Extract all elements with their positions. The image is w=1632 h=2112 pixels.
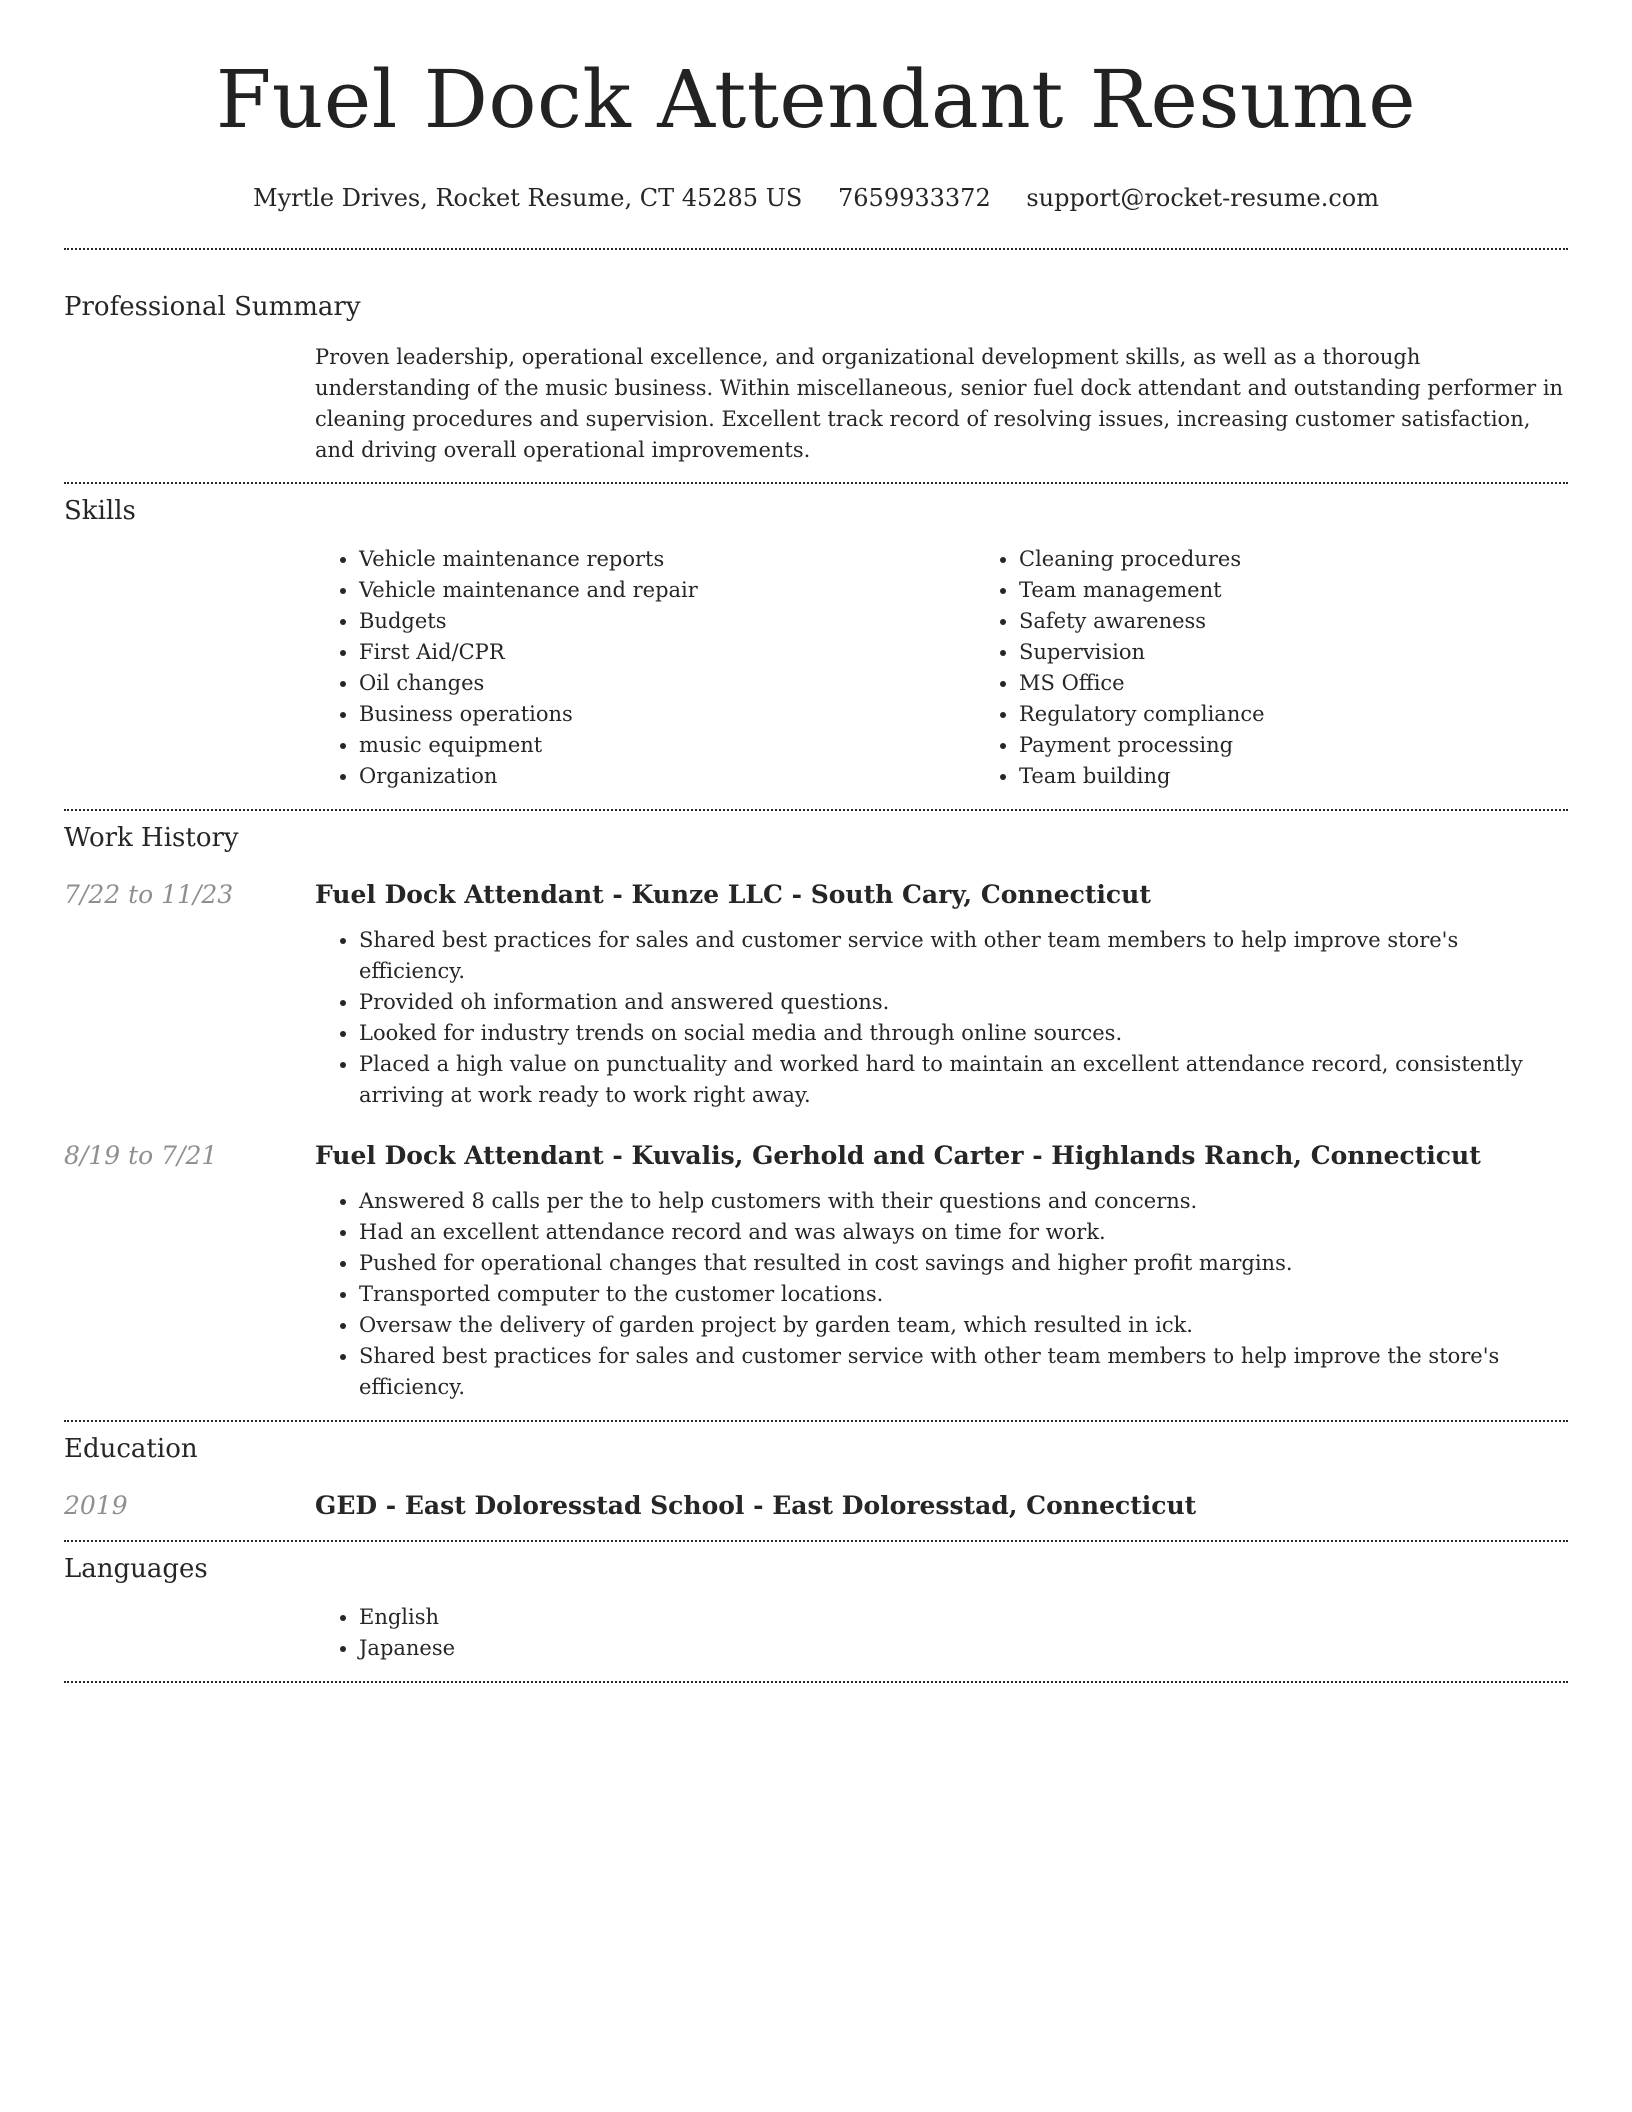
skill-item: • Team management [1019,575,1632,606]
skill-item: • Cleaning procedures [1019,544,1632,575]
job-bullet: • Answered 8 calls per the to help customers with their questions and concerns. [359,1186,1568,1217]
job-dates: 7/22 to 11/23 [64,880,234,909]
skills-spacer [64,544,315,792]
skill-item: • Team building [1019,761,1632,792]
job-bullets [315,1186,1568,1403]
resume-title: Fuel Dock Attendant Resume [215,53,1417,146]
work-section [64,811,1568,1403]
education-year: 2019 [64,1491,128,1520]
languages-section [64,1542,1568,1664]
skill-item: • Vehicle maintenance and repair [359,575,975,606]
education-entry [64,1489,1568,1523]
work-heading: Work History [64,823,239,853]
resume-header [64,0,1568,214]
job-bullet: • Transported computer to the customer locations. [359,1279,1568,1310]
job-bullet: • Had an excellent attendance record and was always on time for work. [359,1217,1568,1248]
job-entry [64,878,1568,1111]
summary-heading: Professional Summary [64,292,361,322]
language-item: • Japanese [359,1633,1568,1664]
skill-item: • Vehicle maintenance reports [359,544,975,575]
skill-item: • Regulatory compliance [1019,699,1632,730]
job-dates: 8/19 to 7/21 [64,1141,218,1170]
job-title: Fuel Dock Attendant - Kuvalis, Gerhold and Carter - Highlands Ranch, Connecticut [315,1141,1481,1170]
job-bullet: • Pushed for operational changes that resulted in cost savings and higher profit margins. [359,1248,1568,1279]
contact-email: support@rocket-resume.com [1026,184,1379,212]
languages-heading: Languages [64,1554,208,1584]
summary-section [64,250,1568,466]
skill-item: • Business operations [359,699,975,730]
summary-text: Proven leadership, operational excellence, and organizational development skills, as well as a thorough understanding of the music business. Within miscellaneous, senior fuel dock attendant and outstanding performer in cleaning procedures and supervision. Excellent track record of resolving issues, increasing customer satisfaction, and driving overall operational improvements. [315,345,1564,462]
education-detail: GED - East Doloresstad School - East Doloresstad, Connecticut [315,1491,1197,1520]
job-bullet: • Provided oh information and answered questions. [359,987,1568,1018]
job-bullet: • Placed a high value on punctuality and worked hard to maintain an excellent attendance record, consistently arriving at work ready to work right away. [359,1049,1568,1111]
languages-list [315,1602,1568,1664]
skill-item: • Safety awareness [1019,606,1632,637]
education-heading: Education [64,1434,198,1464]
skill-item: • music equipment [359,730,975,761]
job-bullets [315,925,1568,1111]
job-bullet: • Looked for industry trends on social media and through online sources. [359,1018,1568,1049]
skills-heading: Skills [64,496,136,526]
skill-item: • First Aid/CPR [359,637,975,668]
skill-item: • Payment processing [1019,730,1632,761]
skill-item: • Supervision [1019,637,1632,668]
contact-line [64,182,1568,214]
language-item: • English [359,1602,1568,1633]
contact-phone: 7659933372 [838,184,991,212]
contact-address: Myrtle Drives, Rocket Resume, CT 45285 US [253,184,803,212]
job-bullet: • Shared best practices for sales and customer service with other team members to help improve store's efficiency. [359,925,1568,987]
languages-spacer [64,1602,315,1664]
skills-list-left [315,544,975,792]
skill-item: • Organization [359,761,975,792]
job-bullet: • Shared best practices for sales and customer service with other team members to help improve the store's efficiency. [359,1341,1568,1403]
skills-columns [315,544,1632,792]
skills-list-right [975,544,1632,792]
skill-item: • Oil changes [359,668,975,699]
job-entry [64,1139,1568,1403]
education-section [64,1422,1568,1523]
job-bullet: • Oversaw the delivery of garden project by garden team, which resulted in ick. [359,1310,1568,1341]
skill-item: • Budgets [359,606,975,637]
skills-section [64,484,1568,792]
skill-item: • MS Office [1019,668,1632,699]
section-divider [64,1681,1568,1683]
job-title: Fuel Dock Attendant - Kunze LLC - South Cary, Connecticut [315,880,1151,909]
summary-spacer [64,342,315,466]
